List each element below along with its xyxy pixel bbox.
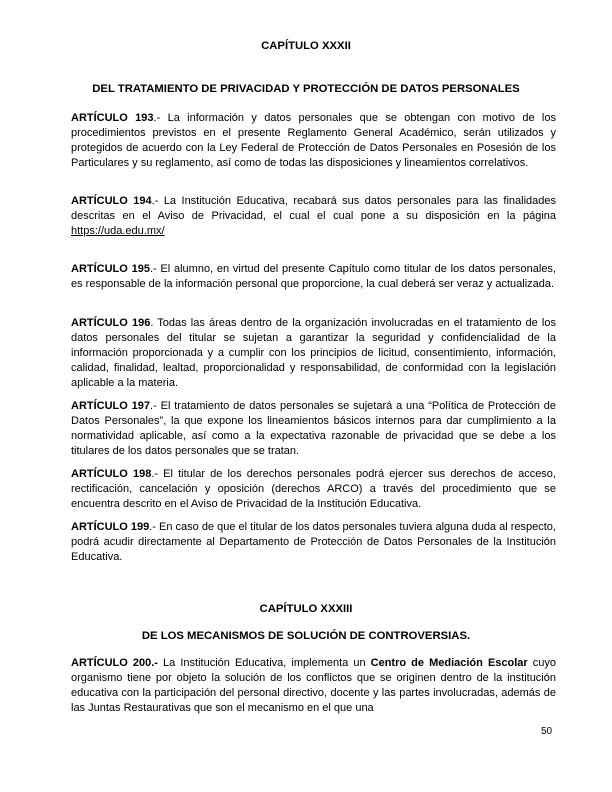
- chapter-33-subtitle: DE LOS MECANISMOS DE SOLUCIÓN DE CONTROVERSIAS.: [141, 630, 471, 642]
- privacy-site-link[interactable]: https://uda.edu.mx/: [71, 225, 165, 237]
- article-193: [71, 111, 556, 171]
- article-197-label: ARTÍCULO 197: [71, 400, 151, 412]
- article-195-label: ARTÍCULO 195: [71, 263, 150, 275]
- article-193-label: ARTÍCULO 193: [71, 112, 154, 124]
- article-195: [71, 262, 556, 292]
- article-196-label: ARTÍCULO 196: [71, 317, 151, 329]
- chapter-32-title: CAPÍTULO XXXII: [261, 40, 351, 52]
- article-199-text: .- En caso de que el titular de los datos personales tuviera alguna duda al respecto, podrá acudir directamente al Departamento de Protección de Datos Personales de la Institución Educativa.: [71, 521, 556, 563]
- article-199-label: ARTÍCULO 199: [71, 521, 150, 533]
- page-number: 50: [541, 726, 553, 737]
- article-197: [71, 399, 556, 459]
- article-195-text: .- El alumno, en virtud del presente Capítulo como titular de los datos personales, es responsable de la información personal que proporcione, la cual deberá ser veraz y actualizada.: [71, 263, 556, 290]
- chapter-33-title: CAPÍTULO XXXIII: [259, 603, 353, 615]
- article-200: [71, 656, 556, 716]
- article-198-label: ARTÍCULO 198: [71, 468, 152, 480]
- article-196: [71, 316, 556, 391]
- article-200-text-end: cuyo organismo tiene por objeto la solución de los conflictos que se originen dentro de la institución educativa con la participación del personal directivo, docente y las partes involucradas, además de las Juntas Restaurativas que son el mecanismo en el que una: [71, 657, 557, 714]
- article-200-label: ARTÍCULO 200.-: [71, 657, 158, 669]
- article-197-text: .- El tratamiento de datos personales se sujetará a una “Política de Protección de Datos Personales”, la que expone los lineamientos básicos internos para dar cumplimiento a la normatividad aplicable, así como a la expectativa razonable de privacidad que se debe a los titulares de los datos personales que se tratan.: [71, 400, 556, 457]
- chapter-32-subtitle: DEL TRATAMIENTO DE PRIVACIDAD Y PROTECCIÓN DE DATOS PERSONALES: [92, 83, 520, 95]
- article-200-text-start: La Institución Educativa, implementa un: [157, 657, 371, 669]
- article-198: [71, 467, 556, 512]
- article-199: [71, 520, 556, 565]
- article-194-label: ARTÍCULO 194: [71, 195, 152, 207]
- article-194-text: .- La Institución Educativa, recabará sus datos personales para las finalidades descritas en el Aviso de Privacidad, el cual el cual pone a su disposición en la página: [71, 195, 556, 222]
- article-196-text: . Todas las áreas dentro de la organización involucradas en el tratamiento de los datos personales del titular se sujetan a garantizar la seguridad y confidencialidad de la información proporcionada y a cumplir con los principios de licitud, consentimiento, información, calidad, finalidad, lealtad, proporcionalidad y responsabilidad, de conformidad con la legislación aplicable a la materia.: [71, 317, 556, 389]
- article-193-text: .- La información y datos personales que se obtengan con motivo de los procedimientos previstos en el presente Reglamento General Académico, serán utilizados y protegidos de acuerdo con la Ley Federal de Protección de Datos Personales en Posesión de los Particulares y su reglamento, así como de todas las disposiciones y lineamientos correlativos.: [71, 112, 556, 169]
- mediation-center-term: Centro de Mediación Escolar: [370, 657, 528, 669]
- article-194: [71, 194, 556, 239]
- article-198-text: .- El titular de los derechos personales podrá ejercer sus derechos de acceso, rectificación, cancelación y oposición (derechos ARCO) a través del procedimiento que se encuentra descrito en el Aviso de Privacidad de la Institución Educativa.: [71, 468, 556, 510]
